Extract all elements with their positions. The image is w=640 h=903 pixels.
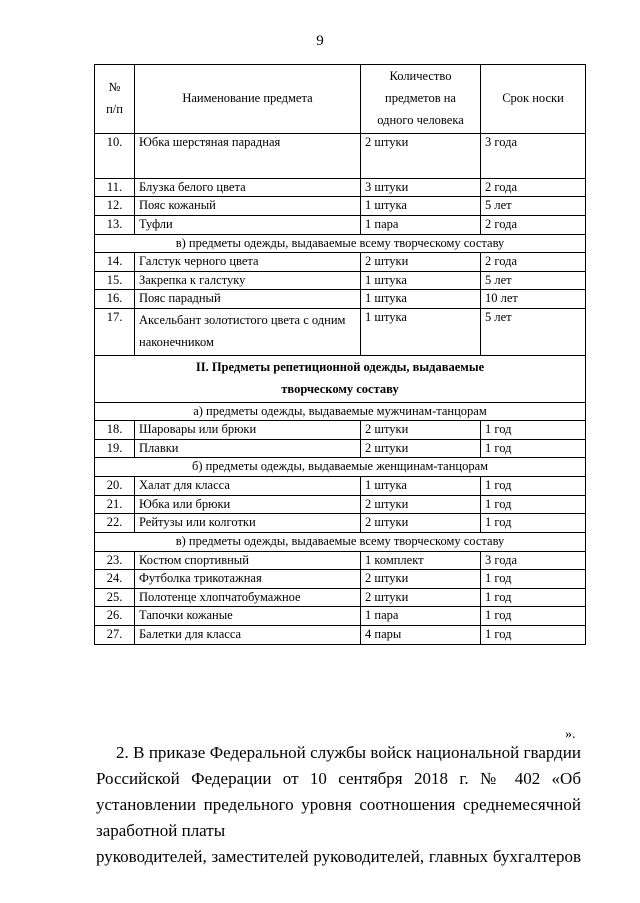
cell-term: 1 год [481, 626, 586, 645]
cell-term: 2 года [481, 178, 586, 197]
header-qty: Количество предметов на одного человека [361, 65, 481, 134]
cell-num: 21. [95, 495, 135, 514]
cell-name: Плавки [135, 439, 361, 458]
clothing-items-table [94, 64, 586, 645]
cell-name: Халат для класса [135, 477, 361, 496]
cell-name: Полотенце хлопчатобумажное [135, 588, 361, 607]
subsection-header-row [95, 458, 586, 477]
cell-num: 25. [95, 588, 135, 607]
cell-num: 20. [95, 477, 135, 496]
cell-qty: 2 штуки [361, 495, 481, 514]
header-num: № п/п [95, 65, 135, 134]
cell-num: 24. [95, 570, 135, 589]
cell-term: 2 года [481, 215, 586, 234]
table-row [95, 271, 586, 290]
cell-num: 16. [95, 290, 135, 309]
cell-num: 12. [95, 197, 135, 216]
cell-name: Закрепка к галстуку [135, 271, 361, 290]
cell-name: Юбка или брюки [135, 495, 361, 514]
table-row [95, 607, 586, 626]
subsection-header: в) предметы одежды, выдаваемые всему творческому составу [95, 234, 586, 253]
cell-qty: 1 пара [361, 215, 481, 234]
cell-term: 1 год [481, 495, 586, 514]
cell-num: 14. [95, 253, 135, 272]
cell-term: 5 лет [481, 309, 586, 356]
cell-term: 1 год [481, 607, 586, 626]
cell-qty: 2 штуки [361, 570, 481, 589]
subsection-header-row [95, 402, 586, 421]
cell-qty: 2 штуки [361, 588, 481, 607]
cell-qty: 1 штука [361, 271, 481, 290]
table-row [95, 570, 586, 589]
section-header-row [95, 355, 586, 402]
body-paragraph [96, 740, 581, 870]
cell-qty: 2 штуки [361, 514, 481, 533]
cell-term: 1 год [481, 421, 586, 440]
closing-quote-mark: ». [565, 727, 576, 742]
cell-qty: 2 штуки [361, 421, 481, 440]
cell-num: 11. [95, 178, 135, 197]
cell-num: 17. [95, 309, 135, 356]
table-row [95, 477, 586, 496]
subsection-header-row [95, 234, 586, 253]
cell-num: 15. [95, 271, 135, 290]
table-row [95, 421, 586, 440]
cell-name: Пояс парадный [135, 290, 361, 309]
cell-qty: 1 комплект [361, 551, 481, 570]
table-row [95, 551, 586, 570]
cell-name: Пояс кожаный [135, 197, 361, 216]
cell-qty: 1 штука [361, 477, 481, 496]
cell-name: Аксельбант золотистого цвета с одним наконечником [135, 309, 361, 356]
cell-qty: 3 штуки [361, 178, 481, 197]
table-row [95, 309, 586, 356]
cell-num: 13. [95, 215, 135, 234]
cell-num: 26. [95, 607, 135, 626]
paragraph-last-line: руководителей, заместителей руководителей, главных бухгалтеров [96, 847, 581, 866]
page-number: 9 [316, 33, 324, 49]
subsection-header-row [95, 532, 586, 551]
subsection-header: в) предметы одежды, выдаваемые всему творческому составу [95, 532, 586, 551]
cell-term: 5 лет [481, 197, 586, 216]
cell-name: Блузка белого цвета [135, 178, 361, 197]
header-term: Срок носки [481, 65, 586, 134]
cell-term: 1 год [481, 588, 586, 607]
cell-num: 10. [95, 133, 135, 178]
cell-qty: 2 штуки [361, 439, 481, 458]
subsection-header: б) предметы одежды, выдаваемые женщинам-танцорам [95, 458, 586, 477]
header-name: Наименование предмета [135, 65, 361, 134]
cell-name: Туфли [135, 215, 361, 234]
cell-name: Галстук черного цвета [135, 253, 361, 272]
cell-term: 3 года [481, 551, 586, 570]
table-row [95, 253, 586, 272]
cell-name: Тапочки кожаные [135, 607, 361, 626]
cell-name: Костюм спортивный [135, 551, 361, 570]
cell-term: 1 год [481, 439, 586, 458]
table-row [95, 290, 586, 309]
table-row [95, 514, 586, 533]
cell-qty: 1 штука [361, 197, 481, 216]
table-row [95, 215, 586, 234]
cell-term: 1 год [481, 570, 586, 589]
section-header: II. Предметы репетиционной одежды, выдаваемые творческому составу [95, 355, 586, 402]
cell-qty: 1 штука [361, 290, 481, 309]
cell-term: 10 лет [481, 290, 586, 309]
cell-qty: 1 пара [361, 607, 481, 626]
paragraph-body: 2. В приказе Федеральной службы войск национальной гвардии Российской Федерации от 10 сентября 2018 г. № 402 «Об установлении предельного уровня соотношения среднемесячной заработной платы [96, 743, 581, 840]
table-header-row [95, 65, 586, 134]
cell-qty: 1 штука [361, 309, 481, 356]
cell-num: 19. [95, 439, 135, 458]
cell-term: 2 года [481, 253, 586, 272]
cell-name: Шаровары или брюки [135, 421, 361, 440]
cell-term: 1 год [481, 514, 586, 533]
subsection-header: а) предметы одежды, выдаваемые мужчинам-танцорам [95, 402, 586, 421]
table-row [95, 197, 586, 216]
table-row [95, 439, 586, 458]
table-row [95, 588, 586, 607]
cell-name: Юбка шерстяная парадная [135, 133, 361, 178]
cell-qty: 4 пары [361, 626, 481, 645]
cell-num: 27. [95, 626, 135, 645]
table-row [95, 133, 586, 178]
cell-num: 22. [95, 514, 135, 533]
table-body [95, 133, 586, 644]
table-row [95, 178, 586, 197]
cell-term: 3 года [481, 133, 586, 178]
cell-qty: 2 штуки [361, 133, 481, 178]
table-row [95, 626, 586, 645]
cell-name: Футболка трикотажная [135, 570, 361, 589]
cell-term: 1 год [481, 477, 586, 496]
cell-qty: 2 штуки [361, 253, 481, 272]
cell-num: 18. [95, 421, 135, 440]
cell-name: Балетки для класса [135, 626, 361, 645]
table-row [95, 495, 586, 514]
cell-num: 23. [95, 551, 135, 570]
cell-term: 5 лет [481, 271, 586, 290]
cell-name: Рейтузы или колготки [135, 514, 361, 533]
